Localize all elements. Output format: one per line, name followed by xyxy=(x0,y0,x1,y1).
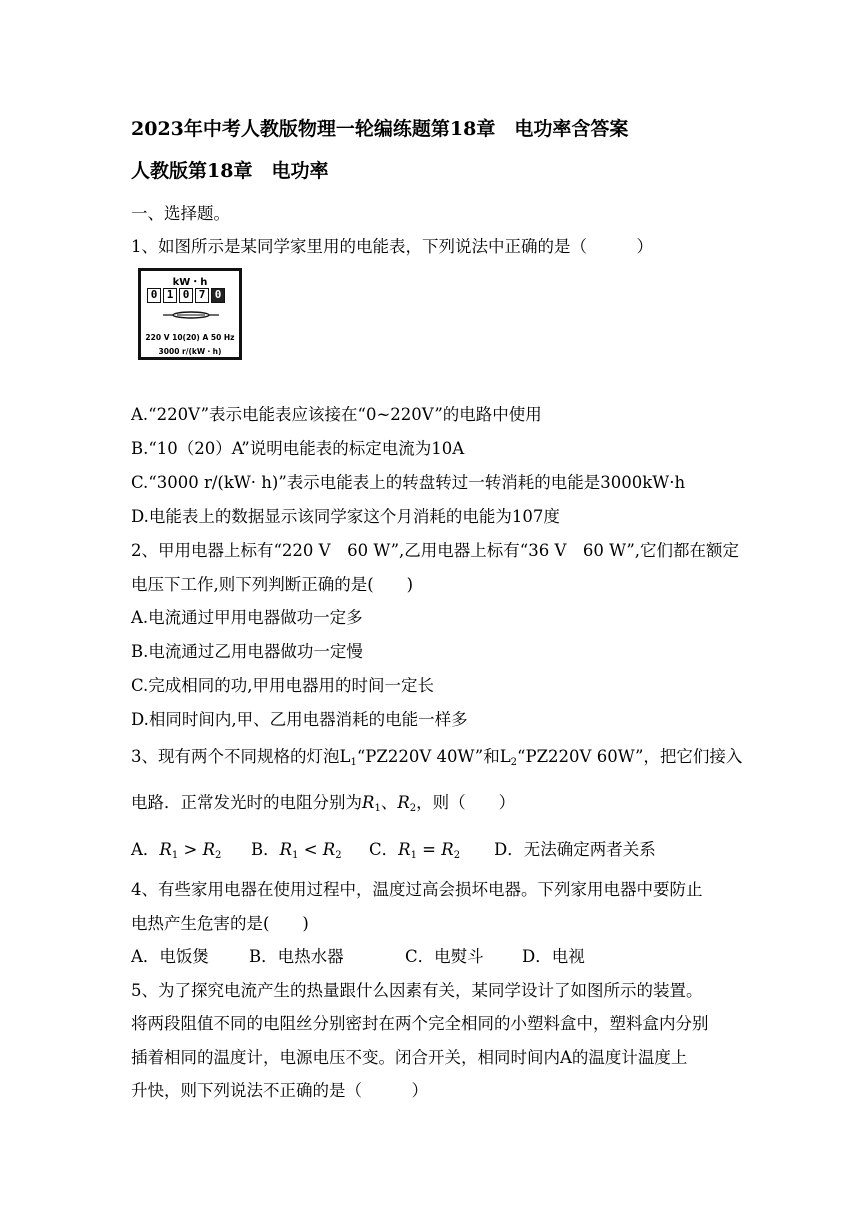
lamp-l2-subscript: 2 xyxy=(510,757,518,768)
resistance-r1-subscript: 1 xyxy=(374,803,381,814)
question-1-option-c: C.“3000 r/(kW· h)”表示电能表上的转盘转过一转消耗的电能是3000kW·h xyxy=(131,473,686,492)
question-4-stem-line-1: 4、有些家用电器在使用过程中，温度过高会损坏电器。下列家用电器中要防止 xyxy=(131,880,703,899)
q3-separator: 、 xyxy=(380,793,398,812)
question-3-stem-line-2 xyxy=(131,792,515,820)
q3-text: “PZ220V 60W”，把它们接入 xyxy=(517,747,743,766)
meter-digit: 0 xyxy=(179,288,193,303)
question-4-option-c: C．电熨斗 xyxy=(405,947,484,966)
resistance-symbol: R xyxy=(159,840,172,859)
subscript: 1 xyxy=(410,850,417,861)
meter-decimal-digit: 0 xyxy=(211,288,225,303)
question-1-option-b: B.“10（20）A”说明电能表的标定电流为10A xyxy=(131,439,465,458)
option-label: A． xyxy=(131,840,160,859)
option-label: C． xyxy=(369,840,399,859)
meter-digit-display xyxy=(147,288,225,303)
meter-digit: 0 xyxy=(147,288,161,303)
question-2-option-a: A.电流通过甲用电器做功一定多 xyxy=(131,608,363,627)
question-4-stem-line-2: 电热产生危害的是( ) xyxy=(131,914,309,933)
question-3-option-a xyxy=(131,839,221,867)
question-5-stem-line-3: 插着相同的温度计，电源电压不变。闭合开关，相同时间内A的温度计温度上 xyxy=(131,1048,688,1067)
resistance-symbol: R xyxy=(322,840,336,859)
question-2-option-d: D.相同时间内,甲、乙用电器消耗的电能一样多 xyxy=(131,710,468,729)
meter-digit: 7 xyxy=(195,288,209,303)
subscript: 2 xyxy=(215,850,222,861)
question-4-option-b: B．电热水器 xyxy=(249,947,344,966)
resistance-r1-symbol: R xyxy=(362,793,375,812)
q3-text: 电路．正常发光时的电阻分别为 xyxy=(131,793,362,812)
meter-unit-label: kW・h xyxy=(172,277,208,288)
resistance-r2-symbol: R xyxy=(397,793,410,812)
question-5-stem-line-2: 将两段阻值不同的电阻丝分别密封在两个完全相同的小塑料盒中，塑料盒内分别 xyxy=(131,1014,709,1033)
question-3-option-b xyxy=(251,839,342,867)
question-1-option-a: A.“220V”表示电能表应该接在“0~220V”的电路中使用 xyxy=(131,405,542,424)
q3-text: 3、现有两个不同规格的灯泡 xyxy=(131,747,340,766)
question-1-stem: 1、如图所示是某同学家里用的电能表，下列说法中正确的是（ ） xyxy=(131,237,653,256)
chapter-subtitle: 人教版第18章 电功率 xyxy=(131,160,329,182)
subscript: 2 xyxy=(453,850,461,861)
option-label: B． xyxy=(251,840,280,859)
document-title: 2023年中考人教版物理一轮编练题第18章 电功率含答案 xyxy=(131,118,629,140)
meter-rating-text: 220 V 10(20) A 50 Hz xyxy=(145,333,235,342)
resistance-symbol: R xyxy=(279,840,293,859)
subscript: 1 xyxy=(171,850,179,861)
subscript: 1 xyxy=(292,850,299,861)
meter-turntable-icon xyxy=(163,311,219,319)
q3-text: “PZ220V 40W”和 xyxy=(356,747,500,766)
q3-text: ，则（ ） xyxy=(416,793,516,812)
relation-symbol: > xyxy=(178,840,203,859)
subscript: 2 xyxy=(335,850,342,861)
question-1-option-d: D.电能表上的数据显示该同学家这个月消耗的电能为107度 xyxy=(131,507,560,526)
electricity-meter-figure xyxy=(138,268,242,360)
question-4-option-a: A．电饭煲 xyxy=(131,947,209,966)
question-2-stem-line-1: 2、甲用电器上标有“220 V 60 W”,乙用电器上标有“36 V 60 W”,它们都在额定 xyxy=(131,541,740,560)
resistance-symbol: R xyxy=(202,840,215,859)
relation-symbol: < xyxy=(298,840,323,859)
lamp-l2-symbol: L xyxy=(499,747,511,766)
question-4-option-d: D．电视 xyxy=(522,947,585,966)
meter-constant-text: 3000 r/(kW・h) xyxy=(158,347,222,356)
section-heading: 一、选择题。 xyxy=(131,204,230,223)
resistance-symbol: R xyxy=(441,840,454,859)
question-2-option-b: B.电流通过乙用电器做功一定慢 xyxy=(131,642,363,661)
question-3-option-d: D．无法确定两者关系 xyxy=(494,840,656,859)
question-5-stem-line-1: 5、为了探究电流产生的热量跟什么因素有关，某同学设计了如图所示的装置。 xyxy=(131,981,703,1000)
meter-digit: 1 xyxy=(163,288,177,303)
resistance-r2-subscript: 2 xyxy=(409,803,417,814)
question-3-option-c xyxy=(369,839,460,867)
lamp-l1-symbol: L xyxy=(339,747,351,766)
question-2-option-c: C.完成相同的功,甲用电器用的时间一定长 xyxy=(131,676,435,695)
question-2-stem-line-2: 电压下工作,则下列判断正确的是( ) xyxy=(131,575,414,594)
question-3-stem-line-1 xyxy=(131,746,742,774)
resistance-symbol: R xyxy=(398,840,411,859)
question-5-stem-line-4: 升快，则下列说法不正确的是（ ） xyxy=(131,1081,428,1100)
relation-symbol: = xyxy=(416,840,442,859)
lamp-l1-subscript: 1 xyxy=(350,757,357,768)
